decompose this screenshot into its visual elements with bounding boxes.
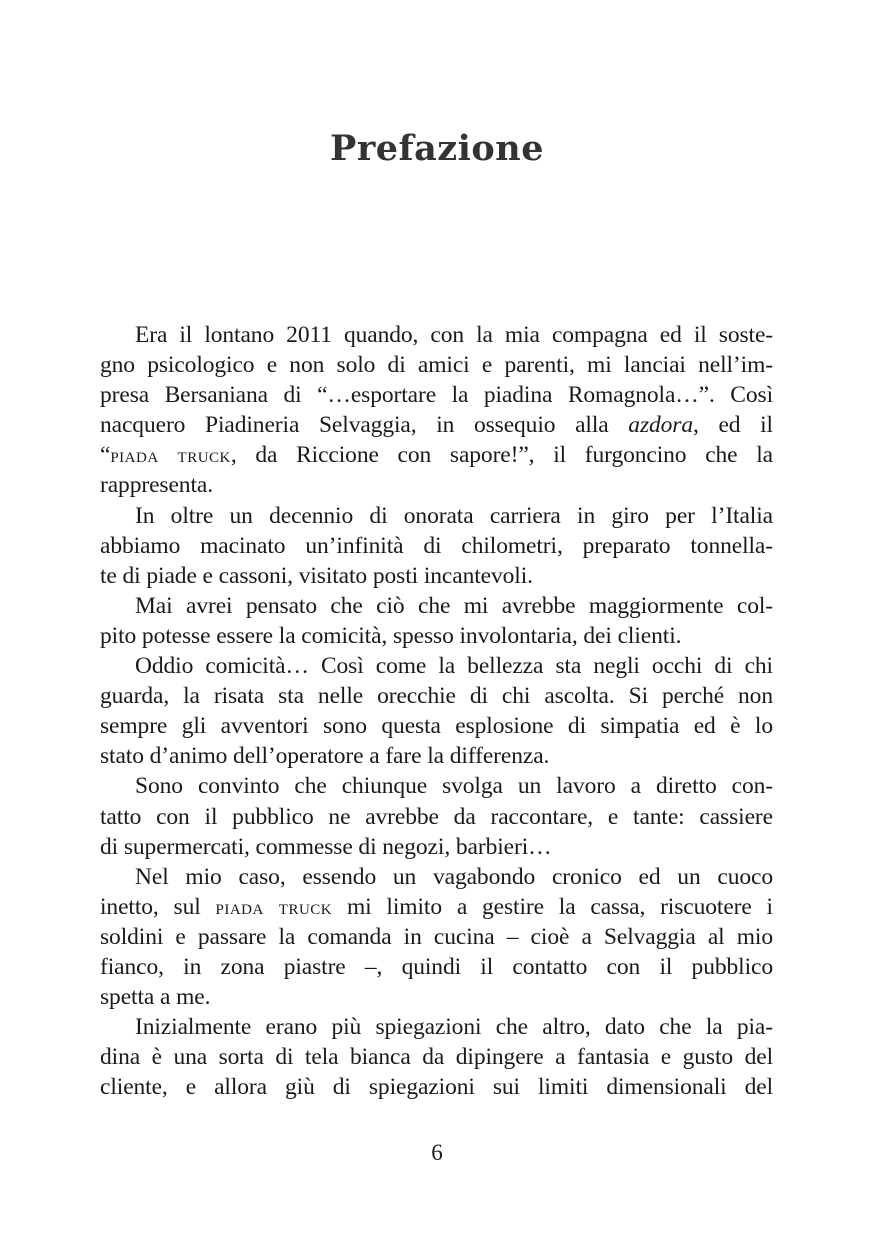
text-line bbox=[100, 470, 773, 500]
text-segment: pito potesse essere la comicità, spesso involontaria, dei clienti. bbox=[100, 622, 682, 649]
paragraph bbox=[100, 320, 773, 501]
text-line bbox=[100, 1072, 773, 1102]
text-segment: cliente, e allora giù di spiegazioni sui limiti dimensionali del bbox=[100, 1074, 773, 1101]
text-segment: Oddio comicità… Così come la bellezza sta negli occhi di chi bbox=[135, 653, 773, 680]
text-line bbox=[100, 1012, 773, 1042]
text-segment: di supermercati, commesse di negozi, barbieri… bbox=[100, 833, 552, 860]
text-segment: Sono convinto che chiunque svolga un lavoro a diretto con- bbox=[135, 773, 773, 800]
text-line bbox=[100, 771, 773, 801]
paragraph bbox=[100, 591, 773, 651]
text-segment: , da Riccione con sapore!”, il furgoncino che la bbox=[230, 442, 773, 469]
text-segment: gno psicologico e non solo di amici e parenti, mi lanciai nell’im- bbox=[100, 352, 773, 379]
text-segment: “ bbox=[100, 442, 111, 469]
text-segment: nacquero Piadineria Selvaggia, in ossequio alla bbox=[100, 412, 629, 439]
text-line bbox=[100, 952, 773, 982]
text-line bbox=[100, 802, 773, 832]
brand-name: piada truck bbox=[110, 443, 231, 468]
text-segment: Nel mio caso, essendo un vagabondo cronico ed un cuoco bbox=[135, 863, 773, 890]
text-segment: rappresenta. bbox=[100, 472, 213, 499]
text-line bbox=[100, 561, 773, 591]
text-line bbox=[100, 440, 773, 470]
text-line bbox=[100, 320, 773, 350]
text-segment: abbiamo macinato un’infinità di chilometri, preparato tonnella- bbox=[100, 532, 773, 559]
text-segment: dina è una sorta di tela bianca da dipingere a fantasia e gusto del bbox=[100, 1044, 773, 1071]
text-segment: Mai avrei pensato che ciò che mi avrebbe maggiormente col- bbox=[135, 592, 773, 619]
text-line bbox=[100, 681, 773, 711]
text-line bbox=[100, 982, 773, 1012]
text-segment: Inizialmente erano più spiegazioni che altro, dato che la pia- bbox=[135, 1014, 773, 1041]
italic-term: azdora bbox=[628, 412, 693, 439]
text-line bbox=[100, 1042, 773, 1072]
text-segment: tatto con il pubblico ne avrebbe da raccontare, e tante: cassiere bbox=[100, 803, 773, 830]
text-segment: , ed il bbox=[693, 412, 773, 439]
text-segment: soldini e passare la comanda in cucina – cioè a Selvaggia al mio bbox=[100, 923, 773, 950]
text-segment: fianco, in zona piastre –, quindi il contatto con il pubblico bbox=[100, 953, 773, 980]
paragraph bbox=[100, 862, 773, 1012]
text-segment: te di piade e cassoni, visitato posti incantevoli. bbox=[100, 562, 533, 589]
text-segment: inetto, sul bbox=[100, 893, 216, 920]
text-segment: Era il lontano 2011 quando, con la mia compagna ed il soste- bbox=[135, 322, 773, 348]
text-line bbox=[100, 892, 773, 922]
text-segment: mi limito a gestire la cassa, riscuotere i bbox=[332, 893, 773, 920]
text-line bbox=[100, 832, 773, 862]
text-line bbox=[100, 380, 773, 410]
text-line bbox=[100, 501, 773, 531]
text-segment: guarda, la risata sta nelle orecchie di chi ascolta. Si perché non bbox=[100, 683, 773, 710]
text-line bbox=[100, 531, 773, 561]
text-line bbox=[100, 741, 773, 771]
text-segment: sempre gli avventori sono questa esplosione di simpatia ed è lo bbox=[100, 713, 773, 740]
paragraph bbox=[100, 771, 773, 861]
paragraph bbox=[100, 1012, 773, 1102]
paragraph bbox=[100, 651, 773, 771]
text-segment: stato d’animo dell’operatore a fare la differenza. bbox=[100, 743, 550, 770]
text-line bbox=[100, 350, 773, 380]
text-line bbox=[100, 591, 773, 621]
text-segment: spetta a me. bbox=[100, 984, 211, 1011]
text-line bbox=[100, 711, 773, 741]
body-text bbox=[100, 320, 773, 1102]
text-segment: presa Bersaniana di “…esportare la piadina Romagnola…”. Così bbox=[100, 382, 773, 409]
brand-name: piada truck bbox=[215, 894, 333, 919]
text-line bbox=[100, 651, 773, 681]
paragraph bbox=[100, 501, 773, 591]
text-line bbox=[100, 621, 773, 651]
chapter-title: Prefazione bbox=[330, 128, 544, 169]
text-line bbox=[100, 410, 773, 440]
page-number: 6 bbox=[431, 1140, 443, 1165]
text-segment: In oltre un decennio di onorata carriera in giro per l’Italia bbox=[135, 502, 773, 529]
text-line bbox=[100, 862, 773, 892]
text-line bbox=[100, 922, 773, 952]
